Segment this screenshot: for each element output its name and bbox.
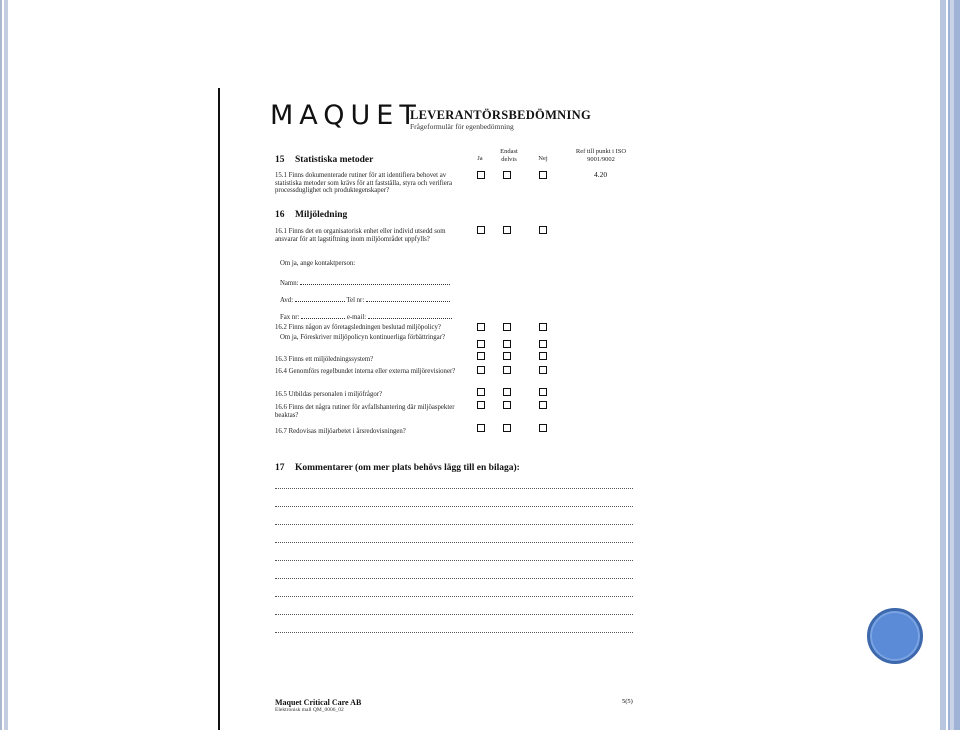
checkbox-15-1-delvis[interactable]: [503, 171, 511, 179]
comment-line[interactable]: [275, 578, 633, 579]
checkbox-16-2b-delvis[interactable]: [503, 340, 511, 348]
fax-input[interactable]: [301, 312, 345, 319]
column-delvis: Endast delvis: [500, 148, 518, 163]
checkbox-16-5-ja[interactable]: [477, 388, 485, 396]
footer-page-number: 5(5): [622, 698, 633, 705]
checkbox-16-1-nej[interactable]: [539, 226, 547, 234]
checkbox-16-7-delvis[interactable]: [503, 424, 511, 432]
tel-input[interactable]: [366, 295, 450, 302]
document-subtitle: Frågeformulär för egenbedömning: [410, 122, 514, 131]
contact-prompt: Om ja, ange kontaktperson:: [280, 260, 356, 267]
checkbox-16-3-nej[interactable]: [539, 352, 547, 360]
question-16-1: 16.1 Finns det en organisatorisk enhet eller individ utsedd som ansvarar för att lagstiftning inom miljöområdet uppfylls?: [275, 228, 446, 243]
question-16-2b: Om ja, Föreskriver miljöpolicyn kontinuerliga förbättringar?: [280, 334, 445, 341]
checkbox-16-6-delvis[interactable]: [503, 401, 511, 409]
checkbox-16-1-delvis[interactable]: [503, 226, 511, 234]
section-title: Miljöledning: [295, 210, 348, 220]
checkbox-16-4-nej[interactable]: [539, 366, 547, 374]
checkbox-16-5-nej[interactable]: [539, 388, 547, 396]
section-number: 16: [275, 210, 285, 220]
checkbox-16-1-ja[interactable]: [477, 226, 485, 234]
footer-doc-ref: Elektronisk mall QM_0006_02: [275, 707, 344, 713]
comment-line[interactable]: [275, 596, 633, 597]
section-16-heading: [275, 210, 347, 220]
question-16-6: 16.6 Finns det några rutiner för avfallshantering där miljöaspekter beaktas?: [275, 404, 455, 419]
checkbox-16-6-ja[interactable]: [477, 401, 485, 409]
section-title: Statistiska metoder: [295, 155, 374, 165]
checkbox-16-3-ja[interactable]: [477, 352, 485, 360]
document-title: LEVERANTÖRSBEDÖMNING: [410, 108, 592, 122]
dept-input[interactable]: [295, 295, 345, 302]
comment-line[interactable]: [275, 632, 633, 633]
comment-line[interactable]: [275, 542, 633, 543]
checkbox-16-7-nej[interactable]: [539, 424, 547, 432]
section-title: Kommentarer (om mer plats behövs lägg till en bilaga):: [295, 463, 520, 473]
name-field: [280, 278, 450, 287]
checkbox-15-1-nej[interactable]: [539, 171, 547, 179]
checkbox-16-4-delvis[interactable]: [503, 366, 511, 374]
checkbox-15-1-ja[interactable]: [477, 171, 485, 179]
dept-label: Avd:: [280, 297, 294, 304]
checkbox-16-5-delvis[interactable]: [503, 388, 511, 396]
checkbox-16-2-ja[interactable]: [477, 323, 485, 331]
name-input[interactable]: [300, 278, 450, 285]
checkbox-16-2b-nej[interactable]: [539, 340, 547, 348]
checkbox-16-2-delvis[interactable]: [503, 323, 511, 331]
slide-left-border: [0, 0, 8, 730]
checkbox-16-7-ja[interactable]: [477, 424, 485, 432]
checkbox-16-2-nej[interactable]: [539, 323, 547, 331]
question-16-4: 16.4 Genomförs regelbundet interna eller externa miljörevisioner?: [275, 368, 456, 375]
section-15-heading: [275, 155, 373, 165]
email-input[interactable]: [368, 312, 452, 319]
dept-tel-field: [280, 295, 450, 304]
fax-label: Fax nr:: [280, 314, 300, 321]
checkbox-16-2b-ja[interactable]: [477, 340, 485, 348]
slide-circle-icon[interactable]: [867, 608, 923, 664]
name-label: Namn:: [280, 280, 299, 287]
comment-line[interactable]: [275, 524, 633, 525]
fax-email-field: [280, 312, 452, 321]
comment-line[interactable]: [275, 506, 633, 507]
slide-right-decoration: [938, 0, 960, 730]
email-label: e-mail:: [346, 314, 367, 321]
comment-line[interactable]: [275, 560, 633, 561]
comment-line[interactable]: [275, 614, 633, 615]
question-16-3: 16.3 Finns ett miljöledningssystem?: [275, 356, 374, 363]
column-nej: Nej: [538, 155, 548, 162]
page-left-edge: [218, 88, 220, 730]
checkbox-16-6-nej[interactable]: [539, 401, 547, 409]
section-number: 17: [275, 463, 285, 473]
tel-label: Tel nr:: [346, 297, 365, 304]
maquet-logo: MAQUET: [270, 100, 422, 131]
question-16-2: 16.2 Finns någon av företagsledningen beslutad miljöpolicy?: [275, 324, 441, 331]
question-15-1: 15.1 Finns dokumenterade rutiner för att identifiera behovet av statistiska metoder som krävs för att fastställa, styra och verifiera processduglighet och produktegenskaper?: [275, 172, 453, 195]
question-16-7: 16.7 Redovisas miljöarbetet i årsredovisningen?: [275, 428, 406, 435]
checkbox-16-4-ja[interactable]: [477, 366, 485, 374]
footer-company: Maquet Critical Care AB: [275, 698, 362, 707]
column-ja: Ja: [477, 155, 483, 162]
question-16-5: 16.5 Utbildas personalen i miljöfrågor?: [275, 391, 383, 398]
section-number: 15: [275, 155, 285, 165]
section-17-heading: [275, 463, 520, 473]
checkbox-16-3-delvis[interactable]: [503, 352, 511, 360]
iso-ref-15-1: 4.20: [594, 170, 608, 179]
comment-line[interactable]: [275, 488, 633, 489]
column-iso-ref: Ref till punkt i ISO 9001/9002: [575, 148, 627, 163]
